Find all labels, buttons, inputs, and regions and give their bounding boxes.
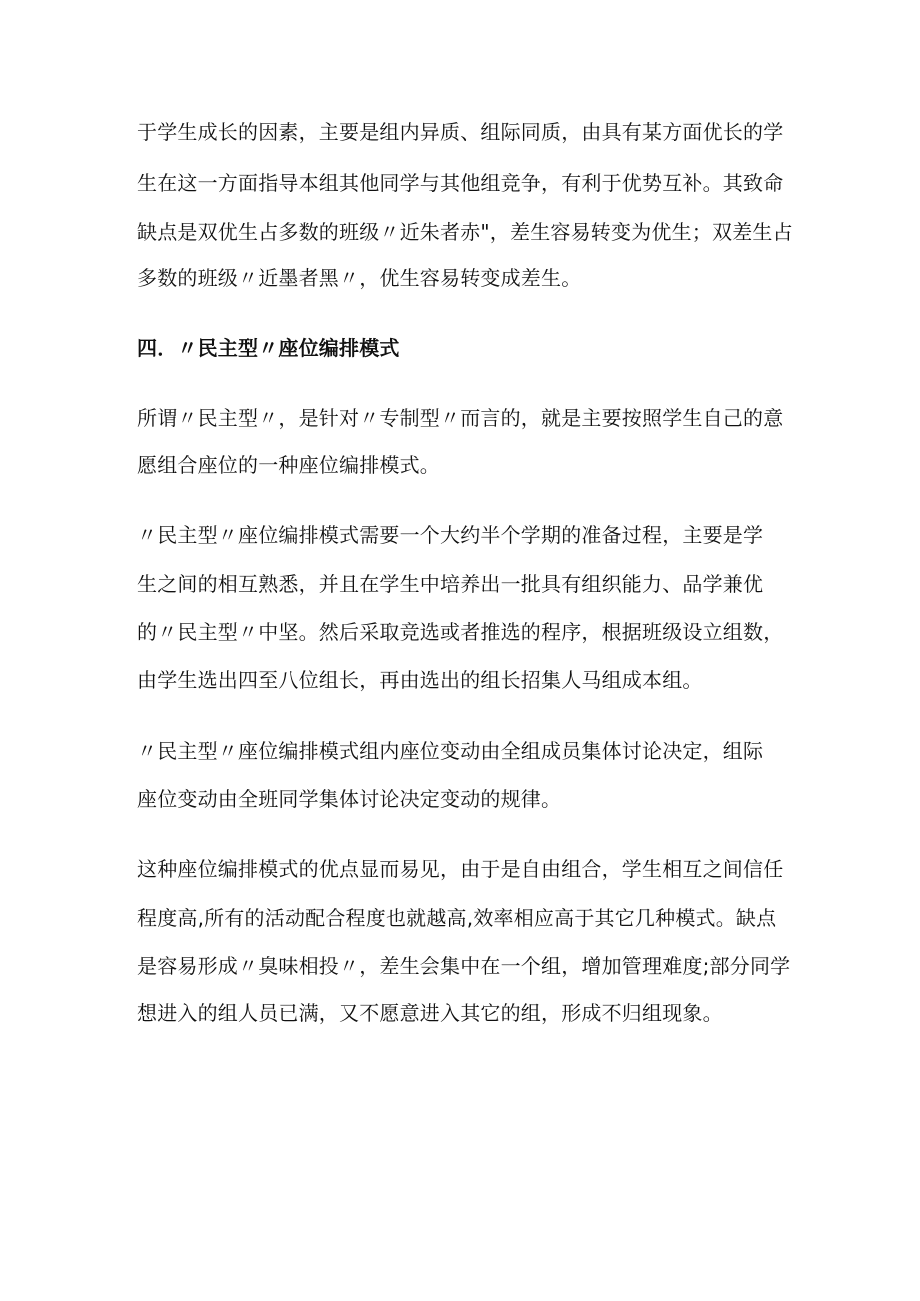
section-heading: 四．〃民主型〃座位编排模式 [137,336,400,360]
paragraph-line: 座位变动由全班同学集体讨论决定变动的规律。 [137,787,562,811]
paragraph-line: 想进入的组人员已满，又不愿意进入其它的组，形成不归组现象。 [137,1001,723,1025]
paragraph-line: 多数的班级〃近墨者黑〃，优生容易转变成差生。 [137,266,582,290]
paragraph-line: 是容易形成〃臭味相投〃，差生会集中在一个组，增加管理难度;部分同学 [137,954,791,978]
paragraph-line: 所谓〃民主型〃，是针对〃专制型〃而言的，就是主要按照学生自己的意 [137,406,784,430]
paragraph-line: 〃民主型〃座位编排模式需要一个大约半个学期的准备过程，主要是学 [137,523,764,547]
paragraph-line: 愿组合座位的一种座位编排模式。 [137,453,440,477]
paragraph-line: 程度高,所有的活动配合程度也就越高,效率相应高于其它几种模式。缺点 [137,906,777,930]
paragraph-line: 缺点是双优生占多数的班级〃近朱者赤"，差生容易转变为优生；双差生占 [137,220,793,244]
paragraph-line: 生之间的相互熟悉，并且在学生中培养出一批具有组织能力、品学兼优 [137,572,764,596]
paragraph-line: 生在这一方面指导本组其他同学与其他组竞争，有利于优势互补。其致命 [137,171,784,195]
paragraph-line: 于学生成长的因素，主要是组内异质、组际同质，由具有某方面优长的学 [137,120,784,144]
paragraph-line: 由学生选出四至八位组长，再由选出的组长招集人马组成本组。 [137,668,703,692]
paragraph-line: 〃民主型〃座位编排模式组内座位变动由全组成员集体讨论决定，组际 [137,739,764,763]
paragraph-line: 这种座位编排模式的优点显而易见，由于是自由组合，学生相互之间信任 [137,857,784,881]
paragraph-line: 的〃民主型〃中坚。然后采取竞选或者推选的程序，根据班级设立组数， [137,620,784,644]
